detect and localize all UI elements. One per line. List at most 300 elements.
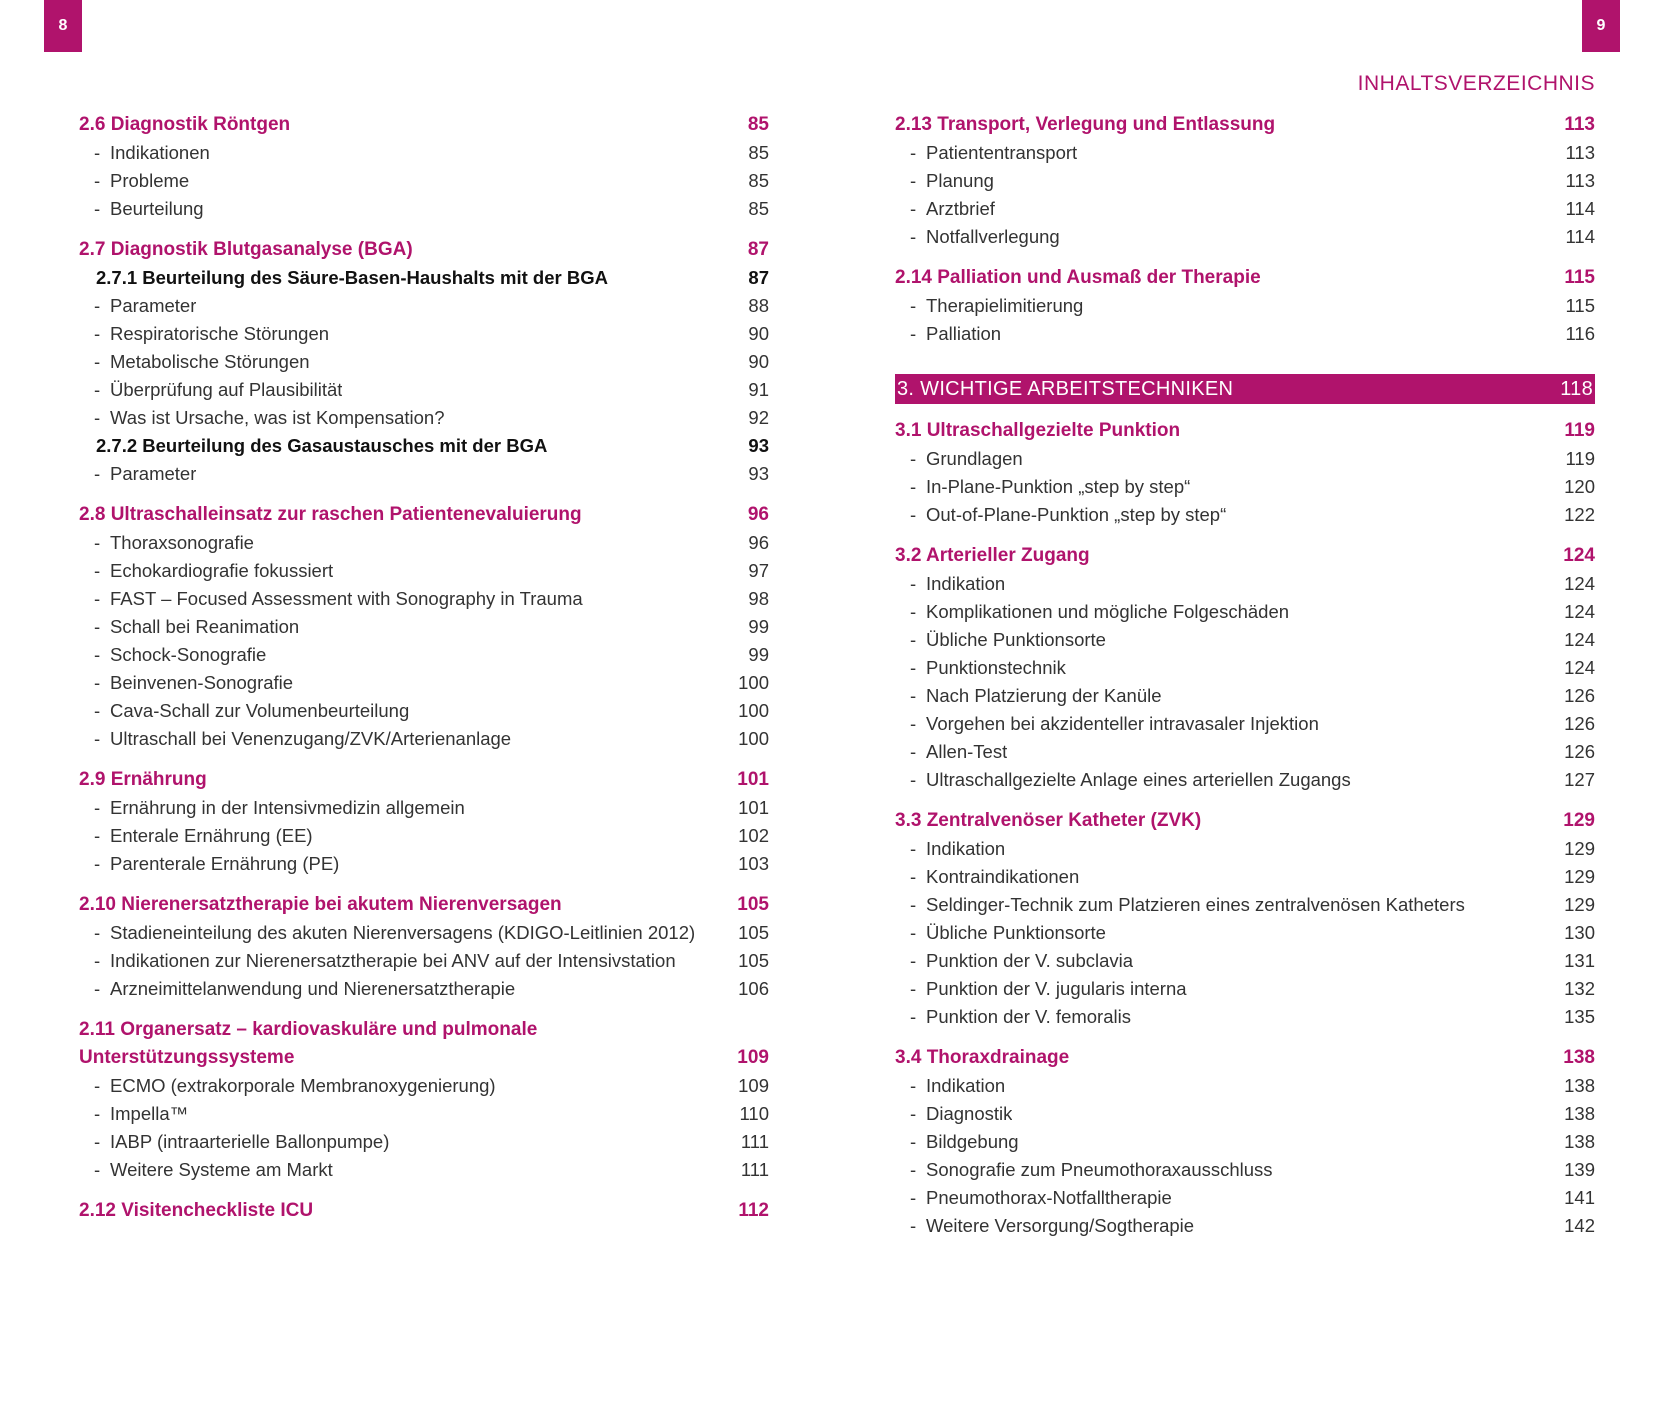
toc-entry-text: 3.3 Zentralvenöser Katheter (ZVK) [895, 810, 1202, 831]
bullet-dash-icon: - [94, 616, 101, 637]
toc-entry-text: Komplikationen und mögliche Folgeschäden [926, 601, 1290, 622]
toc-entry-title [96, 264, 608, 292]
toc-entry-text: Was ist Ursache, was ist Kompensation? [110, 407, 445, 428]
bullet-dash-icon: - [910, 838, 917, 859]
toc-entry[interactable] [895, 1100, 1595, 1128]
toc-entry[interactable] [895, 570, 1595, 598]
toc-section-heading[interactable] [895, 111, 1595, 139]
toc-entry-title [895, 1044, 1069, 1072]
toc-entry-page: 85 [748, 170, 769, 191]
toc-entry-title [910, 626, 1106, 654]
toc-entry[interactable] [79, 167, 769, 195]
toc-entry-text: 2.7.1 Beurteilung des Säure-Basen-Haushalts mit der BGA [96, 267, 608, 288]
toc-entry-text: 2.13 Transport, Verlegung und Entlassung [895, 114, 1276, 135]
toc-entry-title [79, 1197, 313, 1225]
bullet-dash-icon: - [910, 170, 917, 191]
bullet-dash-icon: - [94, 700, 101, 721]
toc-entry-text: Punktion der V. subclavia [926, 950, 1134, 971]
toc-entry[interactable] [895, 891, 1595, 919]
toc-entry-page: 132 [1564, 978, 1595, 999]
toc-entry-title [910, 835, 1005, 863]
toc-entry-title [94, 139, 210, 167]
toc-entry[interactable] [895, 1072, 1595, 1100]
bullet-dash-icon: - [94, 351, 101, 372]
toc-entry-text: ECMO (extrakorporale Membranoxygenierung) [110, 1075, 496, 1096]
toc-entry-text: Allen-Test [926, 741, 1008, 762]
toc-entry-page: 119 [1565, 448, 1595, 469]
toc-entry-text: 3. WICHTIGE ARBEITSTECHNIKEN [897, 378, 1234, 400]
toc-entry-page: 100 [738, 728, 769, 749]
toc-entry-text: Parenterale Ernährung (PE) [110, 853, 340, 874]
toc-entry[interactable] [895, 919, 1595, 947]
toc-entry-page: 126 [1564, 713, 1595, 734]
toc-entry-title [94, 460, 196, 488]
bullet-dash-icon: - [94, 853, 101, 874]
bullet-dash-icon: - [910, 950, 917, 971]
toc-entry[interactable] [79, 697, 769, 725]
toc-entry-text: Stadieneinteilung des akuten Nierenversagens (KDIGO-Leitlinien 2012) [110, 922, 696, 943]
bullet-dash-icon: - [910, 866, 917, 887]
toc-entry-text: Planung [926, 170, 994, 191]
toc-section-heading[interactable] [895, 264, 1595, 292]
toc-entry[interactable] [895, 139, 1595, 167]
toc-section-heading[interactable] [895, 542, 1595, 570]
toc-entry-title [895, 417, 1180, 445]
bullet-dash-icon: - [910, 198, 917, 219]
toc-entry-page: 110 [739, 1103, 769, 1124]
toc-entry[interactable] [895, 1212, 1595, 1240]
toc-entry[interactable] [79, 404, 769, 432]
toc-entry[interactable] [895, 598, 1595, 626]
toc-entry[interactable] [79, 292, 769, 320]
toc-entry-title [94, 794, 465, 822]
toc-entry-title [910, 139, 1077, 167]
toc-entry[interactable] [79, 320, 769, 348]
toc-entry-page: 127 [1564, 769, 1595, 790]
bullet-dash-icon: - [910, 978, 917, 999]
toc-entry-title [910, 863, 1079, 891]
toc-entry-text: Indikationen zur Nierenersatztherapie bei ANV auf der Intensivstation [110, 950, 676, 971]
toc-entry[interactable] [79, 794, 769, 822]
toc-entry-page: 120 [1564, 476, 1595, 497]
toc-entry-text: Therapielimitierung [926, 295, 1084, 316]
toc-entry[interactable] [895, 501, 1595, 529]
toc-entry[interactable] [895, 626, 1595, 654]
toc-entry[interactable] [79, 919, 769, 947]
toc-entry-page: 139 [1564, 1159, 1595, 1180]
toc-entry-page: 138 [1564, 1075, 1595, 1096]
toc-entry-page: 138 [1564, 1103, 1595, 1124]
toc-entry[interactable] [895, 975, 1595, 1003]
toc-entry-page: 93 [748, 463, 769, 484]
toc-entry-title [94, 669, 293, 697]
toc-entry-text: Respiratorische Störungen [110, 323, 330, 344]
toc-entry-text: Beinvenen-Sonografie [110, 672, 294, 693]
bullet-dash-icon: - [910, 769, 917, 790]
toc-entry[interactable] [79, 195, 769, 223]
toc-entry-page: 85 [747, 114, 769, 135]
toc-entry-page: 105 [738, 922, 769, 943]
toc-entry-page: 90 [748, 323, 769, 344]
bullet-dash-icon: - [910, 1187, 917, 1208]
toc-entry[interactable] [895, 682, 1595, 710]
toc-entry-text: Seldinger-Technik zum Platzieren eines zentralvenösen Katheters [926, 894, 1465, 915]
toc-entry[interactable] [895, 223, 1595, 251]
bullet-dash-icon: - [94, 323, 101, 344]
toc-entry-title [910, 1072, 1005, 1100]
toc-entry-title [79, 111, 290, 139]
bullet-dash-icon: - [910, 1131, 917, 1152]
toc-entry-page: 129 [1564, 894, 1595, 915]
bullet-dash-icon: - [910, 1103, 917, 1124]
toc-entry-text: Diagnostik [926, 1103, 1013, 1124]
toc-entry-page: 101 [738, 797, 769, 818]
toc-section-heading[interactable] [895, 1044, 1595, 1072]
toc-entry-title [96, 432, 547, 460]
toc-entry-page: 97 [748, 560, 769, 581]
toc-entry-page: 105 [737, 894, 769, 915]
toc-entry-title [910, 445, 1023, 473]
bullet-dash-icon: - [94, 644, 101, 665]
toc-entry[interactable] [79, 557, 769, 585]
toc-entry-title [94, 348, 310, 376]
toc-entry-title [94, 947, 676, 975]
toc-entry[interactable] [79, 460, 769, 488]
bullet-dash-icon: - [910, 1006, 917, 1027]
toc-entry-text: 3.4 Thoraxdrainage [895, 1047, 1070, 1068]
toc-entry-page: 124 [1563, 545, 1595, 566]
toc-entry-page: 124 [1564, 629, 1595, 650]
toc-section-heading[interactable] [79, 891, 769, 919]
toc-entry-title [910, 891, 1465, 919]
toc-entry[interactable] [895, 738, 1595, 766]
bullet-dash-icon: - [910, 713, 917, 734]
toc-entry[interactable] [79, 947, 769, 975]
toc-entry-text: 2.12 Visitencheckliste ICU [79, 1200, 314, 1221]
toc-entry[interactable] [79, 822, 769, 850]
toc-entry-page: 142 [1564, 1215, 1595, 1236]
toc-entry-title [910, 975, 1187, 1003]
toc-left-column [79, 111, 769, 1225]
toc-entry-page: 100 [738, 672, 769, 693]
toc-entry[interactable] [79, 975, 769, 1003]
toc-entry-title [895, 111, 1275, 139]
bullet-dash-icon: - [94, 295, 101, 316]
bullet-dash-icon: - [94, 463, 101, 484]
toc-entry-page: 106 [738, 978, 769, 999]
toc-entry-page: 115 [1564, 267, 1595, 288]
running-head: INHALTSVERZEICHNIS [1357, 72, 1595, 95]
toc-entry-title [910, 473, 1190, 501]
toc-entry[interactable] [895, 473, 1595, 501]
toc-subsection-heading[interactable] [79, 432, 769, 460]
toc-entry-title [94, 557, 333, 585]
toc-entry-text: Echokardiografie fokussiert [110, 560, 334, 581]
toc-entry-text: Kontraindikationen [926, 866, 1080, 887]
toc-entry-text: Indikationen [110, 142, 210, 163]
bullet-dash-icon: - [910, 741, 917, 762]
toc-entry-page: 103 [738, 853, 769, 874]
bullet-dash-icon: - [910, 657, 917, 678]
toc-entry-title [910, 292, 1083, 320]
toc-entry-page: 99 [748, 616, 769, 637]
bullet-dash-icon: - [94, 922, 101, 943]
toc-entry-page: 124 [1564, 601, 1595, 622]
toc-entry-text: Überprüfung auf Plausibilität [110, 379, 343, 400]
toc-entry-title [94, 919, 695, 947]
toc-entry-title [94, 1100, 188, 1128]
toc-entry-text: Unterstützungssysteme [79, 1047, 295, 1068]
toc-entry-page: 109 [737, 1047, 769, 1068]
toc-entry-title [94, 725, 511, 753]
toc-entry-title [94, 320, 329, 348]
toc-entry[interactable] [79, 850, 769, 878]
toc-entry-title [79, 236, 413, 264]
toc-entry[interactable] [79, 585, 769, 613]
bullet-dash-icon: - [910, 226, 917, 247]
toc-entry-title [910, 919, 1106, 947]
toc-entry-page: 105 [738, 950, 769, 971]
bullet-dash-icon: - [94, 672, 101, 693]
toc-entry-title [910, 167, 994, 195]
toc-entry[interactable] [79, 348, 769, 376]
toc-entry[interactable] [895, 947, 1595, 975]
toc-entry-page: 122 [1564, 504, 1595, 525]
toc-section-heading[interactable] [79, 501, 769, 529]
bullet-dash-icon: - [94, 198, 101, 219]
toc-entry-text: Ultraschallgezielte Anlage eines arteriellen Zugangs [926, 769, 1351, 790]
toc-section-heading[interactable] [895, 807, 1595, 835]
toc-entry-page: 114 [1565, 226, 1595, 247]
toc-entry-page: 90 [748, 351, 769, 372]
toc-entry[interactable] [895, 195, 1595, 223]
bullet-dash-icon: - [910, 142, 917, 163]
toc-entry-text: Übliche Punktionsorte [926, 629, 1106, 650]
toc-entry-title [910, 1100, 1012, 1128]
toc-entry-title [94, 697, 409, 725]
toc-entry-page: 93 [748, 435, 769, 456]
toc-entry-text: Sonografie zum Pneumothoraxausschluss [926, 1159, 1273, 1180]
toc-entry-text: Punktionstechnik [926, 657, 1066, 678]
toc-chapter-heading[interactable] [895, 374, 1595, 404]
toc-entry-text: IABP (intraarterielle Ballonpumpe) [110, 1131, 390, 1152]
toc-entry-text: Arztbrief [926, 198, 995, 219]
toc-entry[interactable] [895, 654, 1595, 682]
toc-entry[interactable] [79, 1128, 769, 1156]
toc-entry-page: 99 [748, 644, 769, 665]
toc-entry-title [910, 598, 1289, 626]
toc-entry-page: 119 [1564, 420, 1595, 441]
toc-entry[interactable] [895, 1156, 1595, 1184]
toc-entry-text: Übliche Punktionsorte [926, 922, 1106, 943]
toc-entry-text: 2.7 Diagnostik Blutgasanalyse (BGA) [79, 239, 413, 260]
toc-entry-text: Punktion der V. femoralis [926, 1006, 1131, 1027]
toc-section-heading[interactable] [79, 111, 769, 139]
toc-entry-text: 2.6 Diagnostik Röntgen [79, 114, 291, 135]
toc-entry[interactable] [79, 139, 769, 167]
toc-entry[interactable] [895, 766, 1595, 794]
toc-entry-page: 129 [1564, 866, 1595, 887]
toc-entry[interactable] [895, 320, 1595, 348]
toc-entry-page: 100 [738, 700, 769, 721]
toc-entry-title [895, 264, 1261, 292]
bullet-dash-icon: - [910, 504, 917, 525]
bullet-dash-icon: - [910, 629, 917, 650]
toc-entry-title [910, 947, 1133, 975]
toc-entry[interactable] [79, 725, 769, 753]
toc-entry-text: Ernährung in der Intensivmedizin allgemein [110, 797, 465, 818]
toc-entry-page: 109 [738, 1075, 769, 1096]
toc-entry[interactable] [79, 641, 769, 669]
toc-entry-page: 98 [748, 588, 769, 609]
toc-entry[interactable] [79, 669, 769, 697]
bullet-dash-icon: - [94, 1131, 101, 1152]
toc-entry-title [94, 376, 342, 404]
toc-entry-text: Impella™ [110, 1103, 189, 1124]
toc-entry-text: Schall bei Reanimation [110, 616, 300, 637]
toc-entry-page: 113 [1565, 142, 1595, 163]
bullet-dash-icon: - [94, 170, 101, 191]
toc-entry[interactable] [79, 376, 769, 404]
toc-entry-text: 2.9 Ernährung [79, 769, 207, 790]
toc-entry-text: 2.8 Ultraschalleinsatz zur raschen Patientenevaluierung [79, 504, 582, 525]
toc-entry-page: 124 [1564, 573, 1595, 594]
toc-entry[interactable] [895, 1128, 1595, 1156]
toc-entry-text: Probleme [110, 170, 190, 191]
toc-entry-title [94, 529, 254, 557]
toc-entry-title [910, 1128, 1019, 1156]
toc-section-heading[interactable] [79, 1016, 769, 1044]
toc-entry[interactable] [895, 445, 1595, 473]
toc-entry[interactable] [895, 835, 1595, 863]
toc-entry[interactable] [895, 292, 1595, 320]
toc-entry-page: 85 [748, 142, 769, 163]
bullet-dash-icon: - [910, 922, 917, 943]
toc-section-heading[interactable] [895, 417, 1595, 445]
toc-entry-title [910, 320, 1001, 348]
bullet-dash-icon: - [910, 1159, 917, 1180]
toc-entry-text: Notfallverlegung [926, 226, 1060, 247]
toc-entry-title [910, 1156, 1273, 1184]
toc-entry-text: Out-of-Plane-Punktion „step by step“ [926, 504, 1227, 525]
toc-entry-text: Palliation [926, 323, 1002, 344]
toc-entry-text: Ultraschall bei Venenzugang/ZVK/Arterienanlage [110, 728, 512, 749]
toc-entry-text: Cava-Schall zur Volumenbeurteilung [110, 700, 410, 721]
toc-subsection-heading[interactable] [79, 264, 769, 292]
toc-entry-page: 88 [748, 295, 769, 316]
toc-entry-page: 85 [748, 198, 769, 219]
toc-entry-text: Metabolische Störungen [110, 351, 310, 372]
toc-entry-title [910, 1003, 1131, 1031]
bullet-dash-icon: - [910, 601, 917, 622]
toc-entry-title [910, 682, 1162, 710]
toc-entry-text: Indikation [926, 1075, 1006, 1096]
toc-entry-title [79, 501, 582, 529]
toc-section-heading-continued[interactable] [79, 1044, 769, 1072]
toc-entry-text: 3.2 Arterieller Zugang [895, 545, 1090, 566]
toc-entry-text: 3.1 Ultraschallgezielte Punktion [895, 420, 1181, 441]
toc-entry-text: Patiententransport [926, 142, 1078, 163]
toc-entry-text: Beurteilung [110, 198, 204, 219]
toc-entry-title [94, 292, 196, 320]
toc-entry[interactable] [79, 1072, 769, 1100]
toc-entry-text: Punktion der V. jugularis interna [926, 978, 1187, 999]
toc-entry-title [910, 223, 1060, 251]
bullet-dash-icon: - [910, 894, 917, 915]
toc-entry-title [79, 1016, 537, 1044]
toc-section-heading[interactable] [79, 1197, 769, 1225]
toc-entry-text: Parameter [110, 463, 197, 484]
bullet-dash-icon: - [94, 407, 101, 428]
toc-entry-title [94, 1072, 496, 1100]
bullet-dash-icon: - [94, 978, 101, 999]
toc-entry-title [94, 195, 204, 223]
toc-entry-title [910, 738, 1007, 766]
toc-entry-page: 87 [748, 267, 769, 288]
toc-entry-page: 129 [1564, 838, 1595, 859]
toc-entry-title [897, 374, 1233, 404]
bullet-dash-icon: - [94, 728, 101, 749]
toc-entry-title [94, 975, 515, 1003]
toc-entry-text: Arzneimittelanwendung und Nierenersatztherapie [110, 978, 516, 999]
toc-entry[interactable] [895, 863, 1595, 891]
bullet-dash-icon: - [910, 295, 917, 316]
bullet-dash-icon: - [910, 1075, 917, 1096]
toc-entry[interactable] [79, 1100, 769, 1128]
toc-entry[interactable] [895, 167, 1595, 195]
bullet-dash-icon: - [94, 532, 101, 553]
toc-entry[interactable] [79, 613, 769, 641]
toc-section-heading[interactable] [79, 766, 769, 794]
toc-entry-title [910, 710, 1319, 738]
toc-entry-text: Indikation [926, 838, 1006, 859]
toc-entry-page: 130 [1564, 922, 1595, 943]
toc-entry[interactable] [79, 529, 769, 557]
toc-entry[interactable] [895, 710, 1595, 738]
toc-entry-page: 91 [748, 379, 769, 400]
toc-entry-text: Parameter [110, 295, 197, 316]
toc-entry-page: 111 [740, 1159, 769, 1180]
toc-entry-text: Indikation [926, 573, 1006, 594]
toc-entry-page: 102 [738, 825, 769, 846]
toc-entry[interactable] [79, 1156, 769, 1184]
bullet-dash-icon: - [910, 1215, 917, 1236]
toc-entry-page: 115 [1565, 295, 1595, 316]
toc-entry-title [910, 195, 995, 223]
toc-entry-text: Nach Platzierung der Kanüle [926, 685, 1162, 706]
toc-entry[interactable] [895, 1184, 1595, 1212]
bullet-dash-icon: - [94, 797, 101, 818]
bullet-dash-icon: - [94, 825, 101, 846]
bullet-dash-icon: - [910, 448, 917, 469]
toc-entry-title [94, 641, 266, 669]
bullet-dash-icon: - [94, 560, 101, 581]
toc-section-heading[interactable] [79, 236, 769, 264]
page-number-left: 8 [44, 0, 82, 52]
toc-entry-title [910, 766, 1351, 794]
toc-entry-title [895, 807, 1201, 835]
toc-entry-page: 96 [748, 532, 769, 553]
toc-entry-text: Enterale Ernährung (EE) [110, 825, 313, 846]
toc-entry-title [94, 1156, 333, 1184]
toc-entry-page: 113 [1564, 114, 1595, 135]
toc-entry-text: 2.10 Nierenersatztherapie bei akutem Nierenversagen [79, 894, 562, 915]
toc-entry[interactable] [895, 1003, 1595, 1031]
toc-entry-page: 116 [1565, 323, 1595, 344]
page-number-right: 9 [1582, 0, 1620, 52]
bullet-dash-icon: - [94, 142, 101, 163]
toc-entry-page: 126 [1564, 685, 1595, 706]
